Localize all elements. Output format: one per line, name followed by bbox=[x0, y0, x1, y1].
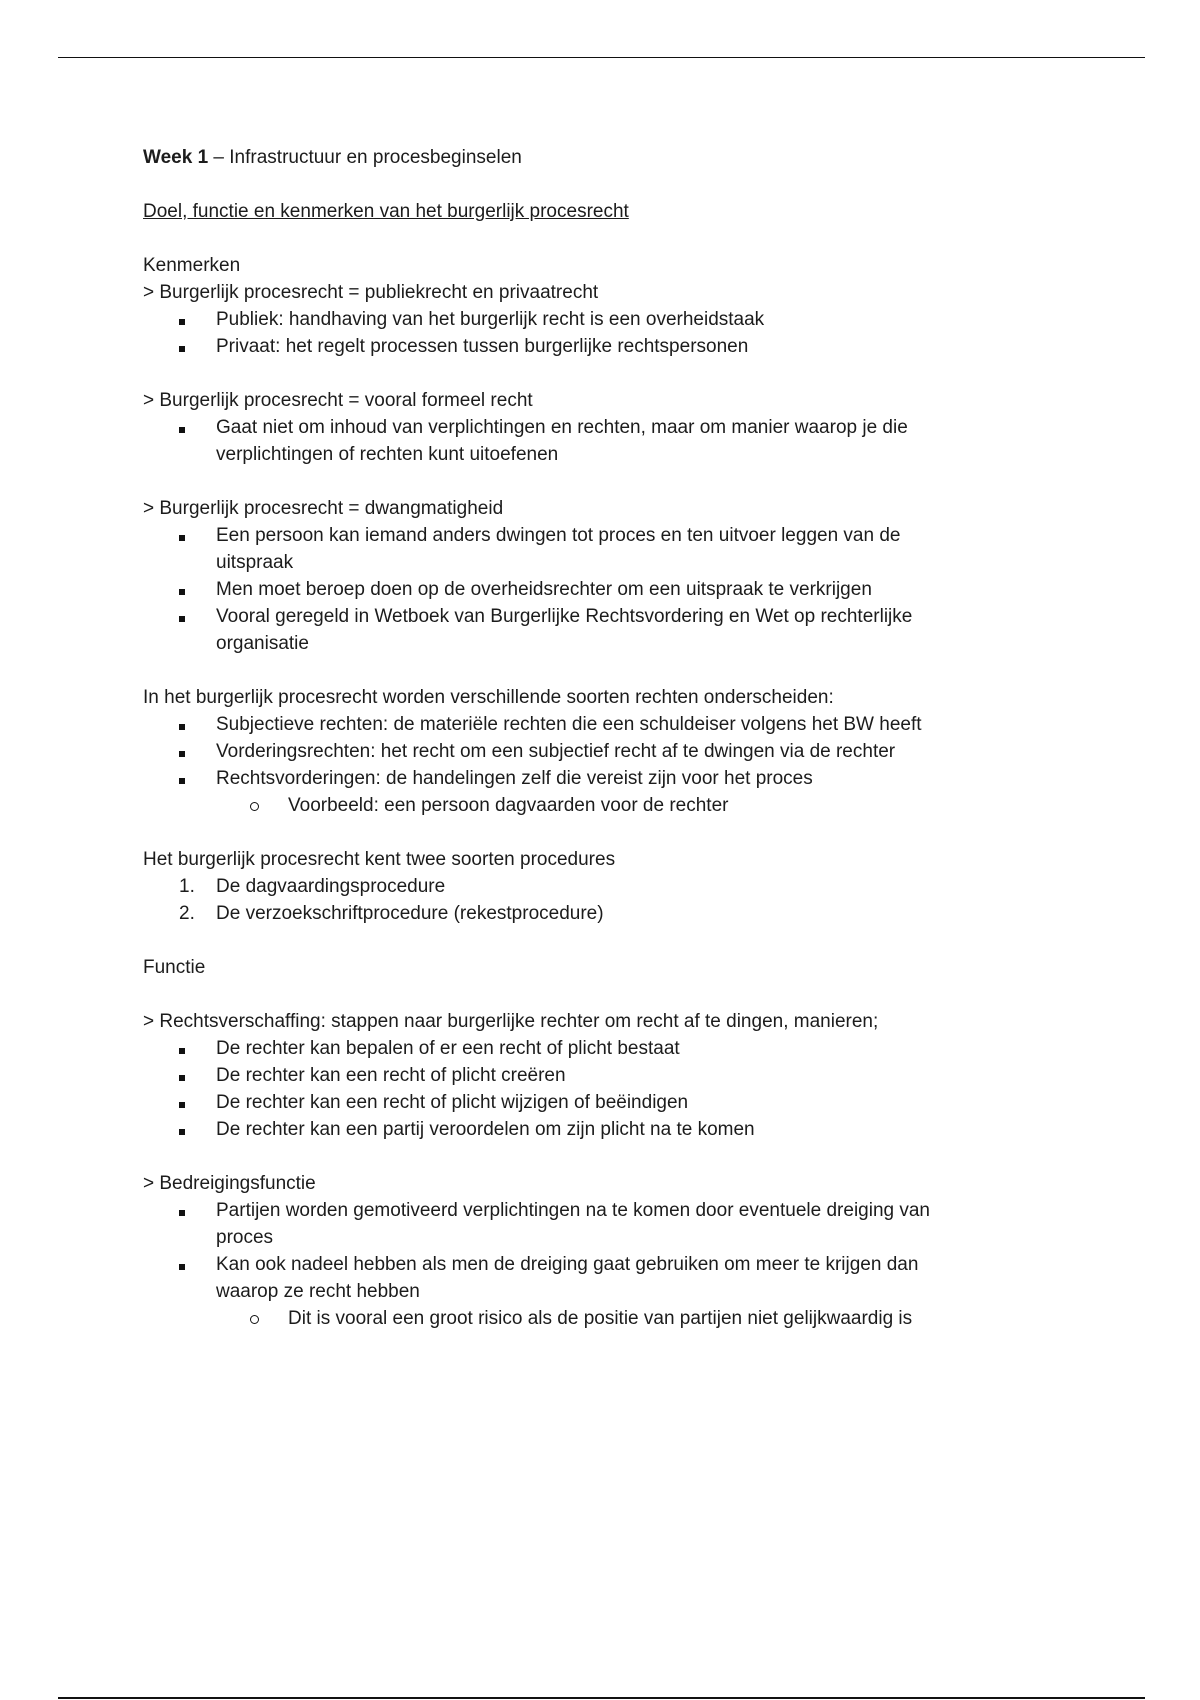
numbered-list bbox=[143, 873, 1043, 927]
bullet-icon bbox=[179, 576, 203, 603]
list-item: Privaat: het regelt processen tussen burgerlijke rechtspersonen bbox=[143, 333, 1043, 360]
list-item: De rechter kan een recht of plicht wijzigen of beëindigen bbox=[143, 1089, 1043, 1116]
sub-list-item: Voorbeeld: een persoon dagvaarden voor de rechter bbox=[143, 792, 1043, 819]
bullet-icon bbox=[179, 306, 203, 333]
document-page bbox=[143, 144, 1043, 1332]
list-item: De rechter kan bepalen of er een recht of plicht bestaat bbox=[143, 1035, 1043, 1062]
bullet-list bbox=[143, 522, 1043, 657]
bullet-icon bbox=[179, 1035, 203, 1062]
bullet-icon bbox=[179, 603, 203, 630]
bullet-icon bbox=[179, 333, 203, 360]
lead-procedures: Het burgerlijk procesrecht kent twee soorten procedures bbox=[143, 849, 616, 870]
circle-bullet-icon bbox=[250, 1305, 274, 1332]
lead-soorten-rechten: In het burgerlijk procesrecht worden verschillende soorten rechten onderscheiden: bbox=[143, 687, 834, 708]
header-rule bbox=[58, 57, 1145, 58]
bullet-icon bbox=[179, 711, 203, 738]
lead-bedreigingsfunctie: > Bedreigingsfunctie bbox=[143, 1173, 316, 1194]
list-number: 1. bbox=[179, 876, 195, 897]
lead-dwangmatigheid: > Burgerlijk procesrecht = dwangmatigheid bbox=[143, 498, 504, 519]
lead-formeel-recht: > Burgerlijk procesrecht = vooral formeel recht bbox=[143, 390, 533, 411]
bullet-icon bbox=[179, 738, 203, 765]
page-title bbox=[143, 144, 1043, 171]
footer-rule bbox=[58, 1697, 1145, 1699]
list-item: Kan ook nadeel hebben als men de dreiging gaat gebruiken om meer te krijgen dan waarop ze recht hebben bbox=[143, 1251, 1043, 1305]
bullet-icon bbox=[179, 414, 203, 441]
bullet-icon bbox=[179, 765, 203, 792]
list-item: Een persoon kan iemand anders dwingen tot proces en ten uitvoer leggen van de uitspraak bbox=[143, 522, 1043, 576]
list-item: 2. De verzoekschriftprocedure (rekestprocedure) bbox=[143, 900, 1043, 927]
bullet-list bbox=[143, 306, 1043, 360]
list-item: 1. De dagvaardingsprocedure bbox=[143, 873, 1043, 900]
bullet-icon bbox=[179, 1062, 203, 1089]
bullet-list bbox=[143, 1197, 1043, 1332]
list-item: Publiek: handhaving van het burgerlijk recht is een overheidstaak bbox=[143, 306, 1043, 333]
bullet-icon bbox=[179, 1116, 203, 1143]
list-item: Partijen worden gemotiveerd verplichtingen na te komen door eventuele dreiging van proces bbox=[143, 1197, 1043, 1251]
bullet-list bbox=[143, 711, 1043, 819]
list-item: Subjectieve rechten: de materiële rechten die een schuldeiser volgens het BW heeft bbox=[143, 711, 1043, 738]
sub-list-item: Dit is vooral een groot risico als de positie van partijen niet gelijkwaardig is bbox=[143, 1305, 1043, 1332]
bullet-icon bbox=[179, 1197, 203, 1224]
list-item: Men moet beroep doen op de overheidsrechter om een uitspraak te verkrijgen bbox=[143, 576, 1043, 603]
list-item: Vorderingsrechten: het recht om een subjectief recht af te dwingen via de rechter bbox=[143, 738, 1043, 765]
bullet-icon bbox=[179, 522, 203, 549]
list-item: De rechter kan een recht of plicht creëren bbox=[143, 1062, 1043, 1089]
bullet-icon bbox=[179, 1251, 203, 1278]
bullet-list bbox=[143, 1035, 1043, 1143]
lead-publiek-privaat: > Burgerlijk procesrecht = publiekrecht en privaatrecht bbox=[143, 282, 599, 303]
heading-functie: Functie bbox=[143, 957, 206, 978]
bullet-list bbox=[143, 414, 1043, 468]
bullet-icon bbox=[179, 1089, 203, 1116]
list-item: De rechter kan een partij veroordelen om zijn plicht na te komen bbox=[143, 1116, 1043, 1143]
list-number: 2. bbox=[179, 903, 195, 924]
circle-bullet-icon bbox=[250, 792, 274, 819]
list-item: Vooral geregeld in Wetboek van Burgerlijke Rechtsvordering en Wet op rechterlijke organisatie bbox=[143, 603, 1043, 657]
heading-kenmerken: Kenmerken bbox=[143, 255, 241, 276]
section-subtitle: Doel, functie en kenmerken van het burgerlijk procesrecht bbox=[143, 201, 629, 222]
lead-rechtsverschaffing: > Rechtsverschaffing: stappen naar burgerlijke rechter om recht af te dingen, manieren; bbox=[143, 1011, 879, 1032]
title-week: Week 1 bbox=[143, 147, 209, 168]
list-item: Gaat niet om inhoud van verplichtingen en rechten, maar om manier waarop je die verplichtingen of rechten kunt uitoefenen bbox=[143, 414, 1043, 468]
title-topic: – Infrastructuur en procesbeginselen bbox=[208, 147, 522, 168]
list-item: Rechtsvorderingen: de handelingen zelf die vereist zijn voor het proces bbox=[143, 765, 1043, 792]
